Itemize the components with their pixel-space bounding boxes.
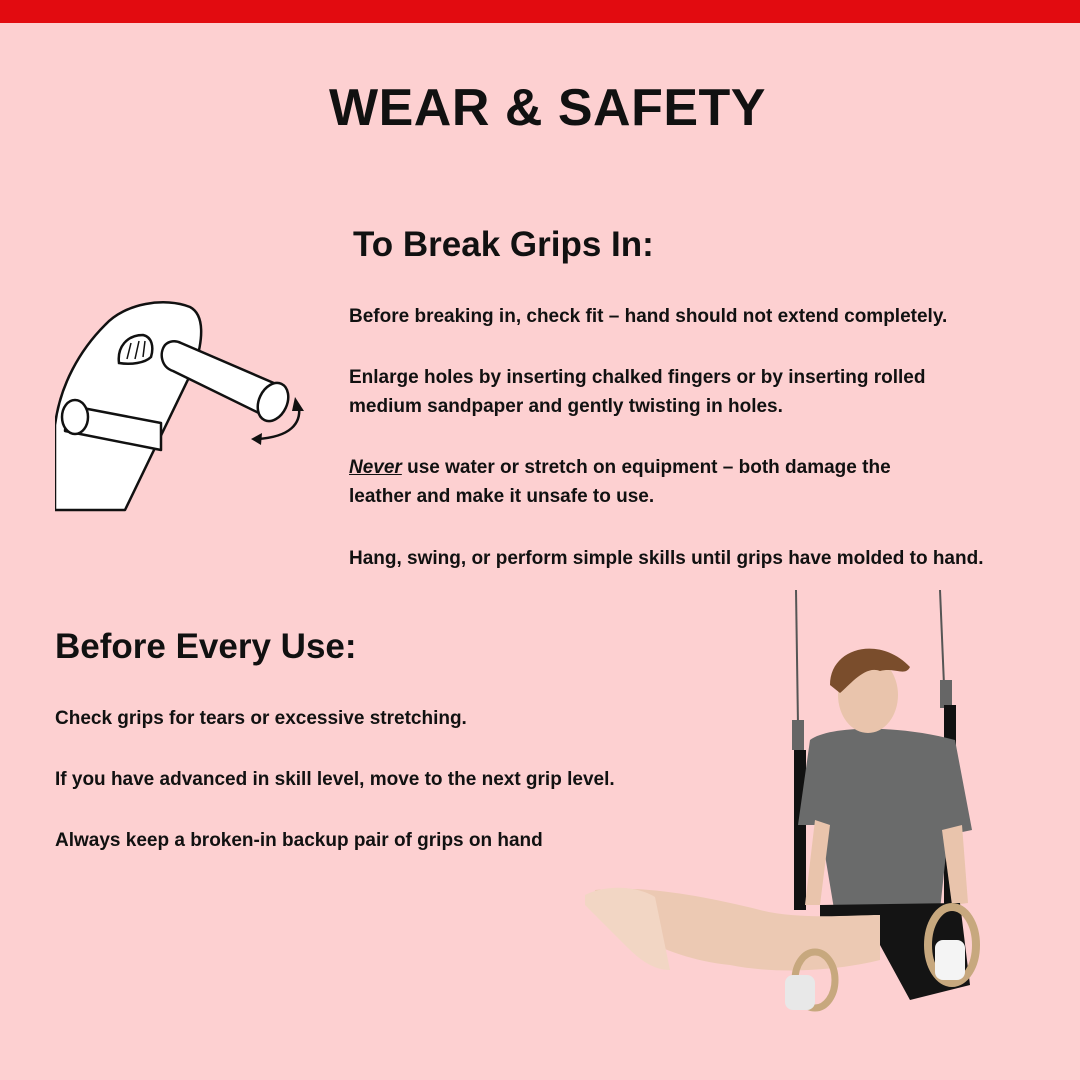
before-use-text-2: If you have advanced in skill level, move to the next grip level. <box>55 769 615 790</box>
top-accent-bar <box>0 0 1080 23</box>
break-in-text-1: Before breaking in, check fit – hand should not extend completely. <box>349 306 948 327</box>
break-in-text-2 <box>349 363 925 421</box>
break-in-text-3-line-1: use water or stretch on equipment – both damage the <box>401 457 891 478</box>
break-in-text-2-line-1: Enlarge holes by inserting chalked fingers or by inserting rolled <box>349 367 926 388</box>
before-use-text-3: Always keep a broken-in backup pair of grips on hand <box>55 830 543 851</box>
break-in-text-3-line-2: leather and make it unsafe to use. <box>349 486 655 507</box>
page-title: WEAR & SAFETY <box>329 79 766 137</box>
grip-dowel-illustration-icon <box>55 295 315 515</box>
before-use-heading: Before Every Use: <box>55 627 357 666</box>
before-use-text-1: Check grips for tears or excessive stretching. <box>55 708 467 729</box>
break-in-text-3 <box>349 453 891 511</box>
break-in-text-4: Hang, swing, or perform simple skills until grips have molded to hand. <box>349 548 984 569</box>
break-in-text-2-line-2: medium sandpaper and gently twisting in holes. <box>349 396 783 417</box>
gymnast-on-rings-photo <box>580 585 1000 1030</box>
break-in-heading: To Break Grips In: <box>353 225 654 264</box>
never-emphasis: Never <box>349 457 402 478</box>
